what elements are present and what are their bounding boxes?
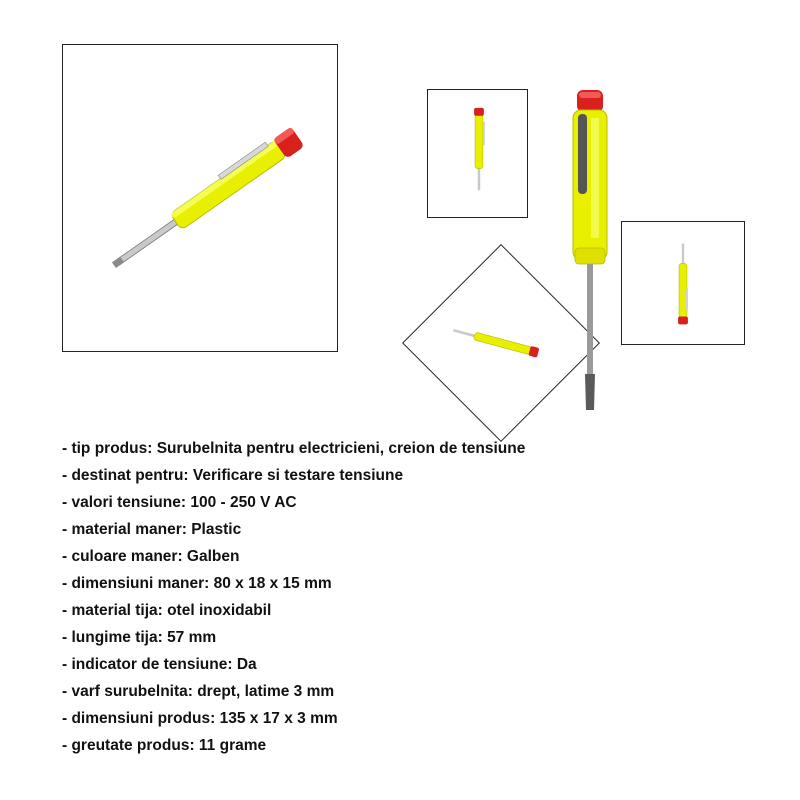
spec-value: Plastic — [191, 521, 242, 538]
spec-value: 135 x 17 x 3 mm — [219, 710, 338, 727]
spec-item: - varf surubelnita: drept, latime 3 mm — [62, 683, 335, 700]
spec-item: - lungime tija: 57 mm — [62, 629, 217, 646]
thumbnail-vertical[interactable] — [427, 89, 528, 218]
spec-item: - dimensiuni produs: 135 x 17 x 3 mm — [62, 710, 338, 727]
screwdriver-illustration — [63, 45, 337, 351]
spec-value: 57 mm — [167, 629, 217, 646]
spec-item: - material tija: otel inoxidabil — [62, 602, 272, 619]
screwdriver-front-view — [565, 88, 615, 418]
spec-label: valori tensiune — [71, 494, 181, 511]
spec-label: lungime tija — [71, 629, 158, 646]
spec-label: culoare maner — [71, 548, 178, 565]
spec-value: 100 - 250 V AC — [190, 494, 297, 511]
spec-item: - material maner: Plastic — [62, 521, 242, 538]
spec-value: Verificare si testare tensiune — [192, 467, 404, 484]
screwdriver-illustration — [428, 90, 527, 217]
spec-item: - destinat pentru: Verificare si testare tensiune — [62, 467, 404, 484]
spec-item: - greutate produs: 11 grame — [62, 737, 267, 754]
screwdriver-illustration — [432, 274, 570, 412]
specifications-list — [62, 440, 525, 764]
screwdriver-illustration — [622, 222, 744, 344]
spec-value: 80 x 18 x 15 mm — [213, 575, 332, 592]
spec-label: greutate produs — [71, 737, 190, 754]
spec-item: - culoare maner: Galben — [62, 548, 240, 565]
spec-label: material tija — [71, 602, 158, 619]
spec-value: otel inoxidabil — [167, 602, 272, 619]
spec-label: material maner — [71, 521, 182, 538]
spec-label: dimensiuni maner — [71, 575, 205, 592]
spec-value: Galben — [186, 548, 240, 565]
spec-label: indicator de tensiune — [71, 656, 228, 673]
spec-label: dimensiuni produs — [71, 710, 211, 727]
spec-item: - indicator de tensiune: Da — [62, 656, 257, 673]
spec-value: Surubelnita pentru electricieni, creion de tensiune — [156, 440, 526, 457]
spec-item: - tip produs: Surubelnita pentru electricieni, creion de tensiune — [62, 440, 526, 457]
spec-value: 11 grame — [198, 737, 267, 754]
spec-item: - dimensiuni maner: 80 x 18 x 15 mm — [62, 575, 332, 592]
thumbnail-inverted[interactable] — [621, 221, 745, 345]
spec-label: varf surubelnita — [71, 683, 188, 700]
spec-value: Da — [236, 656, 257, 673]
spec-label: tip produs — [71, 440, 148, 457]
spec-label: destinat pentru — [71, 467, 184, 484]
spec-value: drept, latime 3 mm — [197, 683, 335, 700]
spec-item: - valori tensiune: 100 - 250 V AC — [62, 494, 297, 511]
main-product-image — [62, 44, 338, 352]
